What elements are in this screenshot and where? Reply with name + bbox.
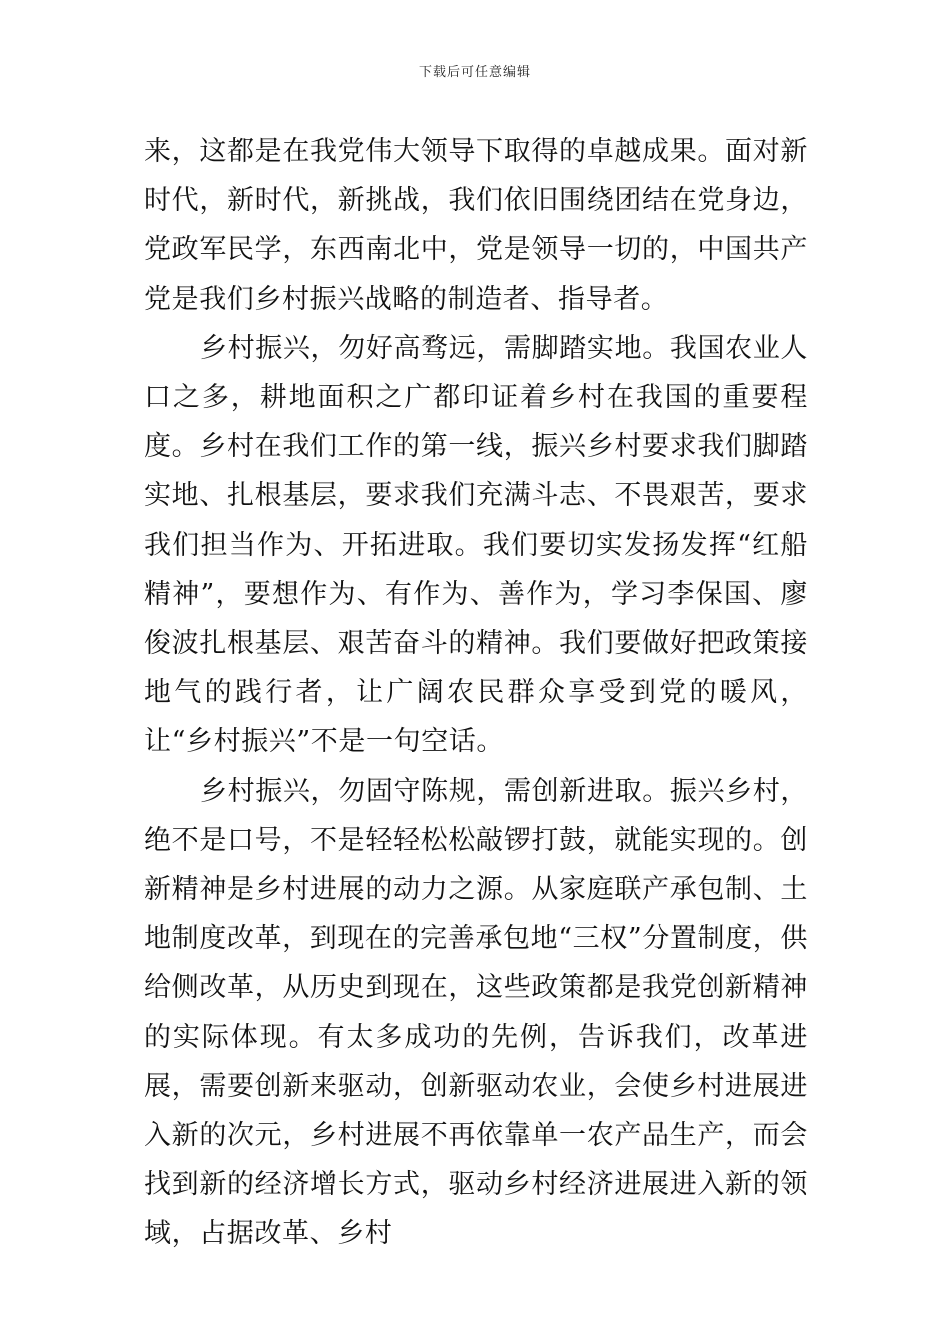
document-body (144, 127, 808, 1259)
paragraph-3: 乡村振兴，勿固守陈规，需创新进取。振兴乡村，绝不是口号，不是轻轻松松敲锣打鼓，就能实现的。创新精神是乡村进展的动力之源。从家庭联产承包制、土地制度改革，到现在的完善承包地“三权”分置制度，供给侧改革，从历史到现在，这些政策都是我党创新精神的实际体现。有太多成功的先例，告诉我们，改革进展，需要创新来驱动，创新驱动农业，会使乡村进展进入新的次元，乡村进展不再依靠单一农产品生产，而会找到新的经济增长方式，驱动乡村经济进展进入新的领域，占据改革、乡村 (144, 775, 808, 1250)
paragraph-2: 乡村振兴，勿好高骛远，需脚踏实地。我国农业人口之多，耕地面积之广都印证着乡村在我国的重要程度。乡村在我们工作的第一线，振兴乡村要求我们脚踏实地、扎根基层，要求我们充满斗志、不畏艰苦，要求我们担当作为、开拓进取。我们要切实发扬发挥“红船精神”，要想作为、有作为、善作为，学习李保国、廖俊波扎根基层、艰苦奋斗的精神。我们要做好把政策接地气的践行者，让广阔农民群众享受到党的暖风，让“乡村振兴”不是一句空话。 (144, 332, 808, 758)
page-header: 下载后可任意编辑 (418, 65, 531, 80)
paragraph-1: 来，这都是在我党伟大领导下取得的卓越成果。面对新时代，新时代，新挑战，我们依旧围绕团结在党身边，党政军民学，东西南北中，党是领导一切的，中国共产党是我们乡村振兴战略的制造者、指导者。 (144, 136, 808, 315)
